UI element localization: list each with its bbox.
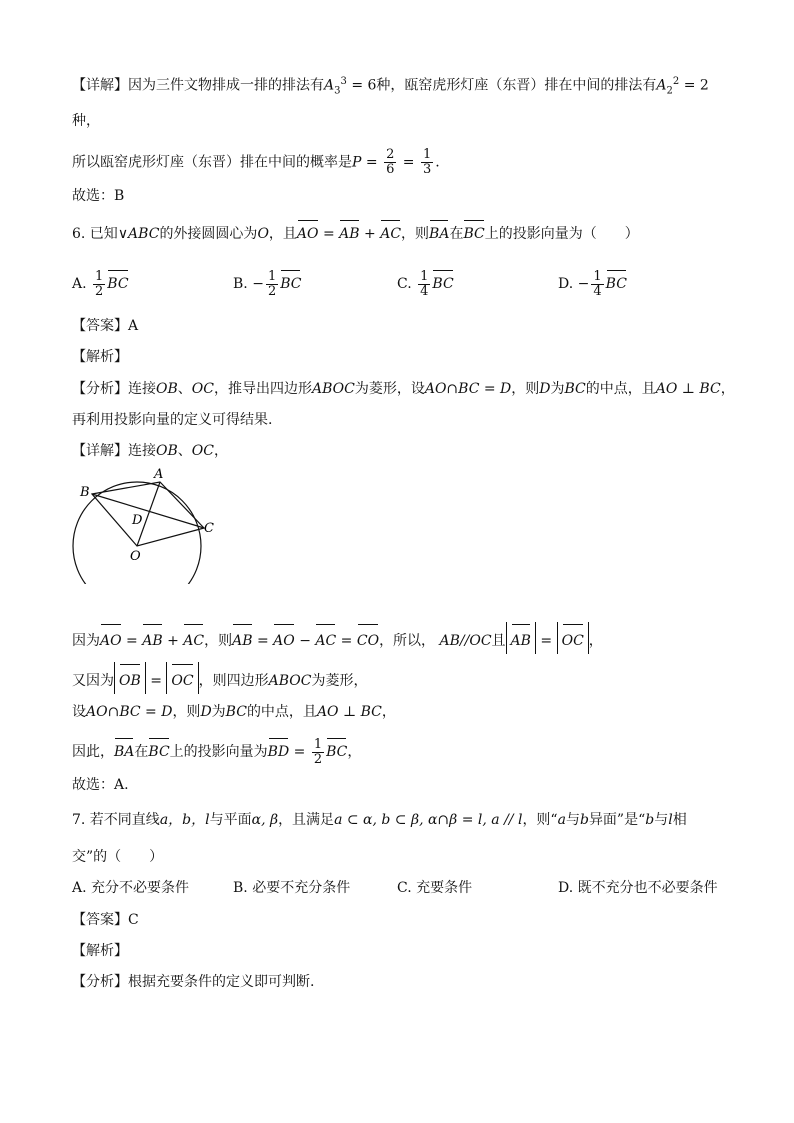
frac-num: 1 (95, 268, 104, 284)
detail-text: 连接 (128, 443, 156, 459)
option-fraction (93, 270, 105, 299)
frac-den: 4 (593, 283, 602, 299)
fenxi-text: ，则 (511, 381, 540, 397)
frac-num: 2 (386, 147, 395, 162)
quad-aboc: ABOC (268, 673, 312, 689)
detail-line-3 (72, 148, 440, 177)
abs-oc (557, 622, 589, 654)
frac-den: 4 (420, 283, 429, 299)
q6-text: 上的投影向量为（ ） (484, 226, 639, 242)
eq-sign: = (361, 154, 383, 171)
label-d: D (132, 513, 143, 528)
vector-ac: AC (183, 622, 204, 654)
probability-text: 所以瓯窑虎形灯座（东晋）排在中间的概率是 (72, 154, 352, 171)
step-text: 在 (134, 744, 149, 760)
step-text: ，则 (204, 633, 233, 649)
q6-text: ，则 (401, 226, 430, 242)
vector-ba: BA (114, 736, 134, 762)
option-letter: C. (397, 276, 412, 292)
q7-option-c[interactable] (397, 878, 472, 898)
q6-answer (72, 316, 138, 336)
minus-sign: − (294, 633, 316, 649)
option-sign: − (577, 276, 590, 292)
vector-ao: AO (297, 218, 319, 244)
option-text: 必要不充分条件 (252, 880, 351, 896)
option-letter: D. (558, 880, 574, 896)
answer-value: A (128, 318, 139, 334)
option-vector: BC (280, 268, 301, 294)
q6-step2 (72, 662, 367, 694)
q7-option-b[interactable] (233, 878, 350, 898)
triangle-abc: ∨ABC (117, 226, 160, 242)
step-text: ， (347, 744, 362, 760)
step-text: ， (588, 633, 603, 649)
frac-den: 6 (386, 162, 395, 177)
option-sign: − (252, 276, 264, 292)
eq-sign: = (336, 633, 357, 649)
label-c: C (204, 521, 214, 536)
fenxi-text: 为菱形，设 (354, 381, 425, 397)
parallel-relation: AB//OC (439, 633, 492, 649)
perm-sub-a: 3 (334, 85, 341, 97)
segment-ob: OB (156, 443, 178, 459)
perm-sup-a: 3 (340, 76, 347, 87)
perm-symbol-b: A (656, 77, 667, 94)
q6-stem (72, 218, 639, 244)
option-vector: BC (432, 268, 453, 294)
var-l: l (668, 812, 673, 828)
fenxi-text: 的中点，且 (585, 381, 656, 397)
perm-sup-b: 2 (672, 76, 680, 87)
vector-ab: AB (339, 218, 359, 244)
step-text: ，所以， (379, 633, 436, 649)
separator: 、 (177, 381, 192, 397)
q7-fenxi (72, 972, 314, 992)
var-a: a (557, 812, 566, 828)
abs-ab (506, 622, 536, 654)
separator: 、 (177, 443, 192, 459)
step-text: 又因为 (72, 673, 114, 689)
quad-aboc: ABOC (311, 381, 355, 397)
q7-text: 异面”是“ (588, 812, 646, 828)
step-text: ，则 (172, 704, 201, 720)
vector-oc: OC (562, 622, 584, 654)
abs-oc (166, 662, 198, 694)
frac-den: 2 (267, 283, 277, 299)
q6-number: 6. 已知 (72, 226, 118, 242)
intersection: AO∩BC = D (86, 704, 173, 720)
detail-text: 因为三件文物排成一排的排法有 (128, 77, 324, 94)
fenxi-tag: 【分析】 (72, 381, 128, 397)
segment-bc: BC (225, 704, 247, 720)
label-b: B (80, 485, 90, 500)
detail-line-1 (72, 72, 709, 101)
q6-step4 (72, 736, 361, 767)
detail-line-2-text: 种， (72, 113, 100, 129)
eq-sign: = (252, 633, 274, 649)
option-fraction (418, 270, 430, 299)
fenxi-text: 连接 (128, 381, 156, 397)
plus-sign: + (162, 633, 184, 649)
frac-num: 1 (422, 147, 432, 162)
fenxi-text: ，推导出四边形 (213, 381, 312, 397)
vector-ao: AO (273, 622, 295, 654)
q6-text: 在 (449, 226, 464, 242)
step-text: 因此， (72, 744, 114, 760)
step-text: 为 (211, 704, 226, 720)
fenxi-text: 根据充要条件的定义即可判断. (128, 974, 315, 990)
step-text: 上的投影向量为 (169, 744, 268, 760)
abs-ob (114, 662, 146, 694)
vector-ab: AB (511, 622, 531, 654)
frac-num: 1 (593, 268, 602, 284)
frac-den: 2 (95, 283, 104, 299)
q6-fenxi-line2: 再利用投影向量的定义可得结果. (72, 412, 273, 428)
fraction-half (312, 738, 324, 767)
center-o: O (257, 226, 269, 242)
q7-option-d[interactable] (558, 878, 718, 898)
option-vector: BC (107, 268, 128, 294)
option-text: 既不充分也不必要条件 (577, 880, 718, 896)
segment-oc: OC (191, 443, 214, 459)
step-text: 因为 (72, 633, 100, 649)
fenxi-text: 为 (550, 381, 565, 397)
lines-abl: a，b，l (159, 812, 210, 828)
point-d: D (539, 381, 551, 397)
q7-number: 7. 若不同直线 (72, 812, 160, 828)
detail-text: ， (213, 443, 228, 459)
q6-fenxi (72, 379, 735, 399)
q6-option-b[interactable] (233, 268, 301, 299)
fraction-1-3 (421, 148, 433, 177)
step-text: ，则四边形 (198, 673, 269, 689)
option-letter: B. (233, 276, 248, 292)
option-fraction (591, 270, 603, 299)
vector-ab: AB (142, 622, 162, 654)
circle-figure (64, 462, 224, 584)
detail-text-eq2: = 2 (679, 77, 709, 94)
var-b: b (579, 812, 589, 828)
detail-answer: 故选：B (72, 188, 125, 204)
intersection: AO∩BC = D (424, 381, 512, 397)
q7-text: ，则“ (522, 812, 558, 828)
vector-co: CO (357, 622, 379, 654)
q7-text: ，且满足 (278, 812, 335, 828)
option-letter: A. (72, 880, 87, 896)
circumcircle (73, 482, 201, 584)
planes: α, β (251, 812, 279, 828)
q7-text: 与 (654, 812, 669, 828)
step-text: 的中点，且 (246, 704, 317, 720)
answer-value: C (128, 912, 139, 928)
detail-tag: 【详解】 (72, 443, 128, 459)
q6-option-d[interactable] (558, 268, 627, 299)
vector-bd: BD (268, 736, 290, 762)
segment-ob: OB (156, 381, 178, 397)
frac-num: 1 (420, 268, 429, 284)
q7-option-a[interactable] (72, 878, 189, 898)
vector-ba: BA (429, 218, 449, 244)
option-vector: BC (606, 268, 627, 294)
vector-oc: OC (171, 662, 193, 694)
fraction-2-6 (384, 148, 396, 177)
step-text: 为菱形， (311, 673, 368, 689)
q6-step1 (72, 622, 603, 654)
perm-sub-b: 2 (666, 85, 673, 97)
q7-stem-line2: 交”的（ ） (72, 849, 164, 865)
q7-text: 与平面 (209, 812, 252, 828)
q7-text: 与 (565, 812, 580, 828)
option-fraction (266, 270, 278, 299)
q7-answer (72, 910, 139, 930)
plus-sign: + (359, 226, 381, 242)
option-letter: D. (558, 276, 574, 292)
period: . (435, 154, 440, 171)
option-text: 充要条件 (416, 880, 473, 896)
segment-oc: OC (191, 381, 214, 397)
vector-ac: AC (315, 622, 336, 654)
vector-bc: BC (326, 736, 347, 762)
q7-stem (72, 810, 687, 830)
eq-sign: = (121, 633, 143, 649)
option-text: 充分不必要条件 (91, 880, 190, 896)
vector-bc: BC (148, 736, 169, 762)
vector-ao: AO (100, 622, 122, 654)
vector-ab: AB (232, 622, 252, 654)
answer-tag: 【答案】 (72, 318, 128, 334)
q6-detail (72, 441, 228, 461)
q6-text: ，且 (268, 226, 297, 242)
eq-sign: = (535, 633, 557, 649)
vector-bc: BC (463, 218, 484, 244)
segment-bc: BC (564, 381, 586, 397)
step-text: 且 (491, 633, 506, 649)
detail-line-2 (72, 111, 100, 131)
q6-option-a[interactable] (72, 268, 129, 299)
frac-num: 1 (313, 736, 323, 752)
var-b: b (645, 812, 655, 828)
fenxi-tag: 【分析】 (72, 974, 128, 990)
frac-den: 3 (422, 162, 432, 177)
eq-sign: = (398, 154, 419, 171)
q7-analysis: 【解析】 (72, 943, 128, 959)
step-text: 设 (72, 704, 86, 720)
option-letter: B. (233, 880, 248, 896)
perpendicular: AO ⊥ BC (316, 704, 382, 720)
q7-text: 相 (672, 812, 687, 828)
eq-sign: = (145, 673, 167, 689)
point-d: D (200, 704, 212, 720)
vector-ac: AC (380, 218, 401, 244)
step-text: ， (381, 704, 396, 720)
detail-tag: 【详解】 (72, 77, 128, 94)
vector-ob: OB (119, 662, 141, 694)
prob-symbol: P (352, 154, 362, 171)
perpendicular: AO ⊥ BC (655, 381, 721, 397)
frac-num: 1 (267, 268, 277, 284)
detail-text-eq6: = 6种，瓯窑虎形灯座（东晋）排在中间的排法有 (346, 77, 657, 94)
q6-text: 的外接圆圆心为 (159, 226, 258, 242)
fenxi-text: ， (720, 381, 735, 397)
q6-option-c[interactable] (397, 268, 454, 299)
answer-tag: 【答案】 (72, 912, 128, 928)
option-letter: A. (72, 276, 87, 292)
eq-sign: = (318, 226, 340, 242)
option-letter: C. (397, 880, 412, 896)
perm-symbol-a: A (324, 77, 335, 94)
label-a: A (154, 467, 164, 482)
q6-step3 (72, 702, 396, 722)
q6-final: 故选：A. (72, 777, 129, 793)
condition: a ⊂ α, b ⊂ β, α∩β = l, a // l (334, 812, 523, 828)
eq-sign: = (289, 744, 310, 760)
label-o: O (130, 549, 141, 564)
frac-den: 2 (313, 751, 323, 767)
q6-analysis: 【解析】 (72, 349, 128, 365)
